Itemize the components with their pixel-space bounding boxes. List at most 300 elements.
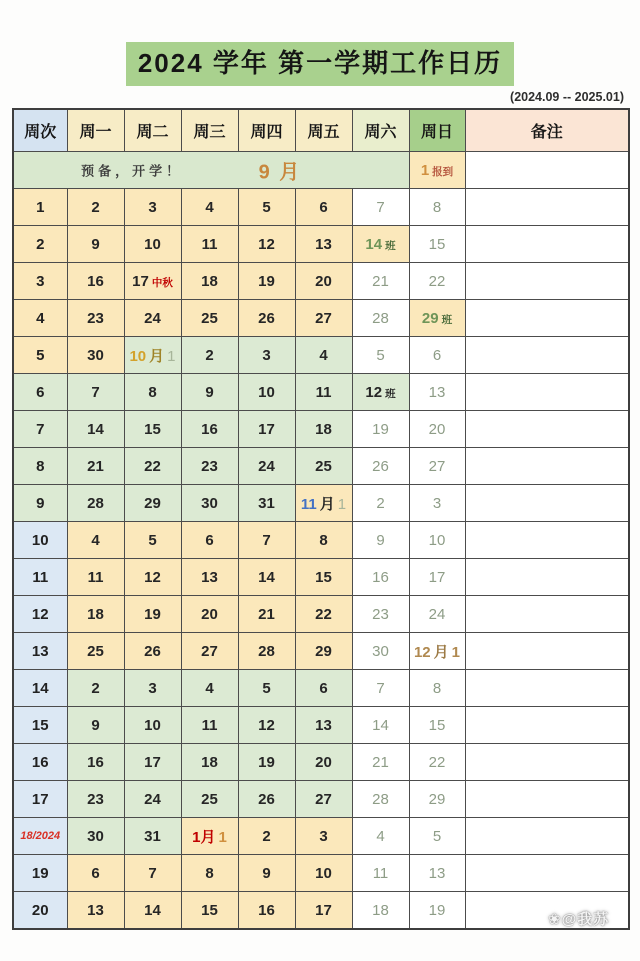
day-cell [67,337,124,374]
date-text: 11 [372,864,389,882]
day-cell [238,559,295,596]
watermark-text: @我苏 [561,911,610,928]
date-text: 16 [372,568,389,586]
date-text: 1 [218,828,227,846]
day-cell [238,374,295,411]
day-cell [238,522,295,559]
day-cell [295,892,352,930]
date-text: 6 [319,198,328,216]
day-cell [409,448,465,485]
date-text: 21 [258,605,275,623]
date-text: 5 [148,531,157,549]
date-text: 18 [372,901,389,919]
day-cell [352,855,409,892]
month-banner-row [13,152,629,189]
header-row [13,109,629,152]
day-cell [124,411,181,448]
date-text: 9 [262,864,271,882]
week-row [13,559,629,596]
day-cell [124,522,181,559]
day-cell-registration [409,152,465,189]
date-text: 17 [132,272,149,290]
day-cell [238,485,295,522]
date-text: 7 [376,198,385,216]
day-cell [67,411,124,448]
remark-cell [465,633,629,670]
date-text: 11 [87,568,104,586]
day-cell [238,707,295,744]
date-text: 22 [144,457,161,475]
week-row [13,633,629,670]
date-text: 18 [315,420,332,438]
day-cell [409,559,465,596]
date-text: 19 [258,272,275,290]
date-text: 8 [432,198,442,216]
date-text: 月 [319,495,335,513]
date-text: 11 [201,716,218,734]
date-text: 2 [205,346,214,364]
date-text: 12 [258,235,275,253]
day-cell [409,670,465,707]
date-text: 班 [385,239,396,252]
date-text: 7 [148,864,157,882]
day-cell [67,189,124,226]
column-header-week-no: 周次 [13,109,67,152]
date-text: 20 [315,272,332,290]
day-cell [181,855,238,892]
day-cell [409,781,465,818]
day-cell [295,559,352,596]
date-text: 24 [144,309,161,327]
date-text: 报到 [432,165,454,178]
date-text: 21 [372,753,389,771]
date-text: 7 [262,531,271,549]
date-text: 17 [428,568,446,586]
date-text: 14 [87,420,104,438]
remark-cell [465,818,629,855]
date-text: 21 [87,457,104,475]
date-text: 30 [372,642,389,660]
week-number-cell: 3 [13,263,67,300]
date-text: 15 [144,420,161,438]
day-cell [67,596,124,633]
date-text: 31 [258,494,275,512]
day-cell [181,818,238,855]
day-cell [124,707,181,744]
day-cell [238,633,295,670]
day-cell [352,263,409,300]
day-cell [67,485,124,522]
week-row [13,448,629,485]
date-text: 24 [258,457,275,475]
semester-start-note: 预备，开学！ [81,163,184,179]
date-text: 10 [258,383,275,401]
date-text: 1 [451,643,461,661]
date-text: 12 [258,716,275,734]
watermark-flower-icon: ❀ [548,911,562,928]
remark-cell [465,485,629,522]
date-text: 4 [205,198,214,216]
date-text: 23 [87,790,104,808]
day-cell [352,411,409,448]
date-text: 15 [428,716,446,734]
day-cell [67,818,124,855]
week-number-cell: 11 [13,559,67,596]
date-text: 14 [258,568,275,586]
day-cell [295,781,352,818]
date-text: 25 [87,642,104,660]
day-cell [238,300,295,337]
day-cell [238,670,295,707]
date-text: 28 [258,642,275,660]
day-cell [181,633,238,670]
day-cell [352,189,409,226]
day-cell [124,781,181,818]
date-text: 9 [91,716,100,734]
date-text: 13 [428,864,446,882]
date-text: 11 [300,495,317,513]
day-cell [295,633,352,670]
day-cell [181,596,238,633]
remark-cell [465,744,629,781]
date-text: 10 [129,347,147,365]
column-header-remark: 备注 [465,109,629,152]
day-cell [181,485,238,522]
day-cell [124,596,181,633]
remark-cell [465,337,629,374]
column-header-sun: 周日 [409,109,465,152]
day-cell [181,374,238,411]
week-number-cell: 16 [13,744,67,781]
day-cell [352,226,409,263]
day-cell [238,263,295,300]
remark-cell [465,855,629,892]
day-cell [409,411,465,448]
month-banner-cell [13,152,409,189]
day-cell [295,337,352,374]
date-text: 16 [201,420,218,438]
watermark [548,908,609,929]
date-text: 29 [428,790,446,808]
date-text: 4 [91,531,100,549]
date-text: 13 [315,235,332,253]
day-cell [238,892,295,930]
day-cell [181,707,238,744]
date-text: 3 [148,679,157,697]
week-row [13,263,629,300]
week-number-cell: 17 [13,781,67,818]
week-row [13,374,629,411]
day-cell [352,559,409,596]
calendar-table [12,108,630,930]
date-text: 29 [421,309,439,327]
date-text: 13 [87,901,104,919]
date-text: 8 [205,864,214,882]
date-text: 30 [201,494,218,512]
date-text: 12 [365,383,383,401]
date-text: 9 [205,383,214,401]
day-cell [238,337,295,374]
date-text: 班 [385,387,396,400]
remark-cell [465,374,629,411]
day-cell [124,226,181,263]
date-text: 5 [262,198,271,216]
date-text: 1 [167,347,176,365]
date-text: 9 [91,235,100,253]
column-header-mon: 周一 [67,109,124,152]
date-text: 24 [428,605,446,623]
date-range: (2024.09 -- 2025.01) [510,89,624,104]
day-cell [124,300,181,337]
day-cell [181,892,238,930]
date-text: 6 [91,864,100,882]
date-text: 29 [144,494,161,512]
date-text: 2 [376,494,385,512]
date-text: 14 [144,901,161,919]
day-cell [295,522,352,559]
date-text: 12 [413,643,431,661]
week-number-cell: 20 [13,892,67,930]
date-text: 8 [148,383,157,401]
day-cell [181,522,238,559]
day-cell [409,300,465,337]
week-row [13,226,629,263]
date-text: 16 [87,753,104,771]
day-cell [295,411,352,448]
date-text: 27 [201,642,218,660]
day-cell [238,411,295,448]
week-number-cell: 1 [13,189,67,226]
day-cell [409,855,465,892]
date-text: 20 [315,753,332,771]
date-text: 3 [148,198,157,216]
date-text: 10 [144,235,161,253]
date-text: 19 [258,753,275,771]
date-text: 1 [420,161,430,179]
day-cell [352,374,409,411]
day-cell [409,263,465,300]
week-row [13,411,629,448]
day-cell [409,818,465,855]
day-cell [124,818,181,855]
date-text: 1 [337,495,347,513]
remark-cell [465,226,629,263]
day-cell [238,226,295,263]
day-cell [295,300,352,337]
day-cell [409,485,465,522]
day-cell [181,744,238,781]
date-text: 6 [432,346,442,364]
week-number-cell: 14 [13,670,67,707]
week-number-cell: 10 [13,522,67,559]
date-text: 13 [428,383,446,401]
date-text: 19 [372,420,389,438]
day-cell [181,189,238,226]
month-label-september: 9 月 [258,161,302,184]
remark-cell [465,670,629,707]
date-text: 18 [201,753,218,771]
day-cell [352,744,409,781]
date-text: 27 [315,309,332,327]
date-text: 7 [91,383,100,401]
date-text: 8 [319,531,328,549]
week-number-cell: 6 [13,374,67,411]
day-cell [295,374,352,411]
week-row [13,781,629,818]
date-text: 30 [87,346,104,364]
date-text: 26 [258,790,275,808]
day-cell [181,263,238,300]
date-text: 5 [262,679,271,697]
date-text: 25 [201,790,218,808]
day-cell [67,263,124,300]
day-cell [238,781,295,818]
day-cell [67,522,124,559]
day-cell [352,818,409,855]
date-text: 23 [201,457,218,475]
day-cell [238,189,295,226]
date-text: 4 [205,679,214,697]
day-cell [409,337,465,374]
day-cell [352,300,409,337]
date-text: 6 [319,679,328,697]
date-text: 20 [201,605,218,623]
day-cell [124,855,181,892]
day-cell [67,300,124,337]
date-text: 14 [365,235,383,253]
day-cell [124,559,181,596]
date-text: 14 [372,716,389,734]
day-cell [295,818,352,855]
day-cell [124,485,181,522]
day-cell [67,892,124,930]
day-cell [67,226,124,263]
day-cell [181,300,238,337]
date-text: 19 [428,901,446,919]
day-cell [181,448,238,485]
remark-cell [465,707,629,744]
remark-cell [465,263,629,300]
title-bar [0,0,640,86]
date-text: 13 [201,568,218,586]
day-cell [67,670,124,707]
day-cell [67,374,124,411]
day-cell [238,855,295,892]
remark-cell [465,559,629,596]
date-text: 23 [372,605,389,623]
day-cell [124,633,181,670]
column-header-thu: 周四 [238,109,295,152]
day-cell [352,337,409,374]
date-text: 25 [201,309,218,327]
column-header-fri: 周五 [295,109,352,152]
date-text: 31 [144,827,161,845]
day-cell [124,448,181,485]
day-cell [124,744,181,781]
day-cell [352,633,409,670]
day-cell [67,781,124,818]
date-text: 23 [87,309,104,327]
date-text: 2 [262,827,271,845]
date-text: 9 [376,531,385,549]
date-text: 13 [315,716,332,734]
day-cell [409,707,465,744]
date-text: 4 [376,827,385,845]
date-text: 27 [428,457,446,475]
week-row [13,485,629,522]
date-text: 3 [262,346,271,364]
day-cell [352,485,409,522]
week-row [13,892,629,930]
week-number-cell: 13 [13,633,67,670]
day-cell [295,448,352,485]
date-text: 12 [144,568,161,586]
week-row [13,818,629,855]
remark-cell [465,448,629,485]
week-row [13,855,629,892]
date-text: 16 [87,272,104,290]
page-title: 2024 学年 第一学期工作日历 [126,42,514,86]
week-row [13,300,629,337]
date-text: 22 [428,272,446,290]
week-number-cell: 12 [13,596,67,633]
date-text: 10 [144,716,161,734]
date-text: 30 [87,827,104,845]
date-text: 27 [315,790,332,808]
date-text: 月 [149,347,165,365]
day-cell [352,522,409,559]
day-cell [409,744,465,781]
date-text: 3 [319,827,328,845]
remark-cell [465,596,629,633]
day-cell [295,744,352,781]
day-cell [295,263,352,300]
date-text: 月 [433,643,449,661]
remark-cell [465,781,629,818]
date-text: 28 [372,790,389,808]
date-text: 28 [87,494,104,512]
day-cell [181,559,238,596]
date-text: 22 [315,605,332,623]
day-cell [295,855,352,892]
date-text: 5 [376,346,385,364]
date-text: 26 [258,309,275,327]
day-cell [295,485,352,522]
week-row [13,744,629,781]
day-cell [409,596,465,633]
day-cell [238,596,295,633]
date-text: 10 [315,864,332,882]
day-cell [67,633,124,670]
day-cell [67,448,124,485]
date-text: 班 [441,313,453,326]
day-cell [181,226,238,263]
date-text: 20 [428,420,446,438]
date-text: 15 [315,568,332,586]
day-cell [409,633,465,670]
date-text: 21 [372,272,389,290]
remark-cell [465,300,629,337]
date-text: 8 [432,679,442,697]
date-text: 16 [258,901,275,919]
date-text: 6 [205,531,214,549]
date-text: 11 [201,235,218,253]
day-cell [181,337,238,374]
day-cell [352,596,409,633]
day-cell [409,374,465,411]
date-text: 3 [432,494,442,512]
date-text: 1月 [192,828,216,846]
